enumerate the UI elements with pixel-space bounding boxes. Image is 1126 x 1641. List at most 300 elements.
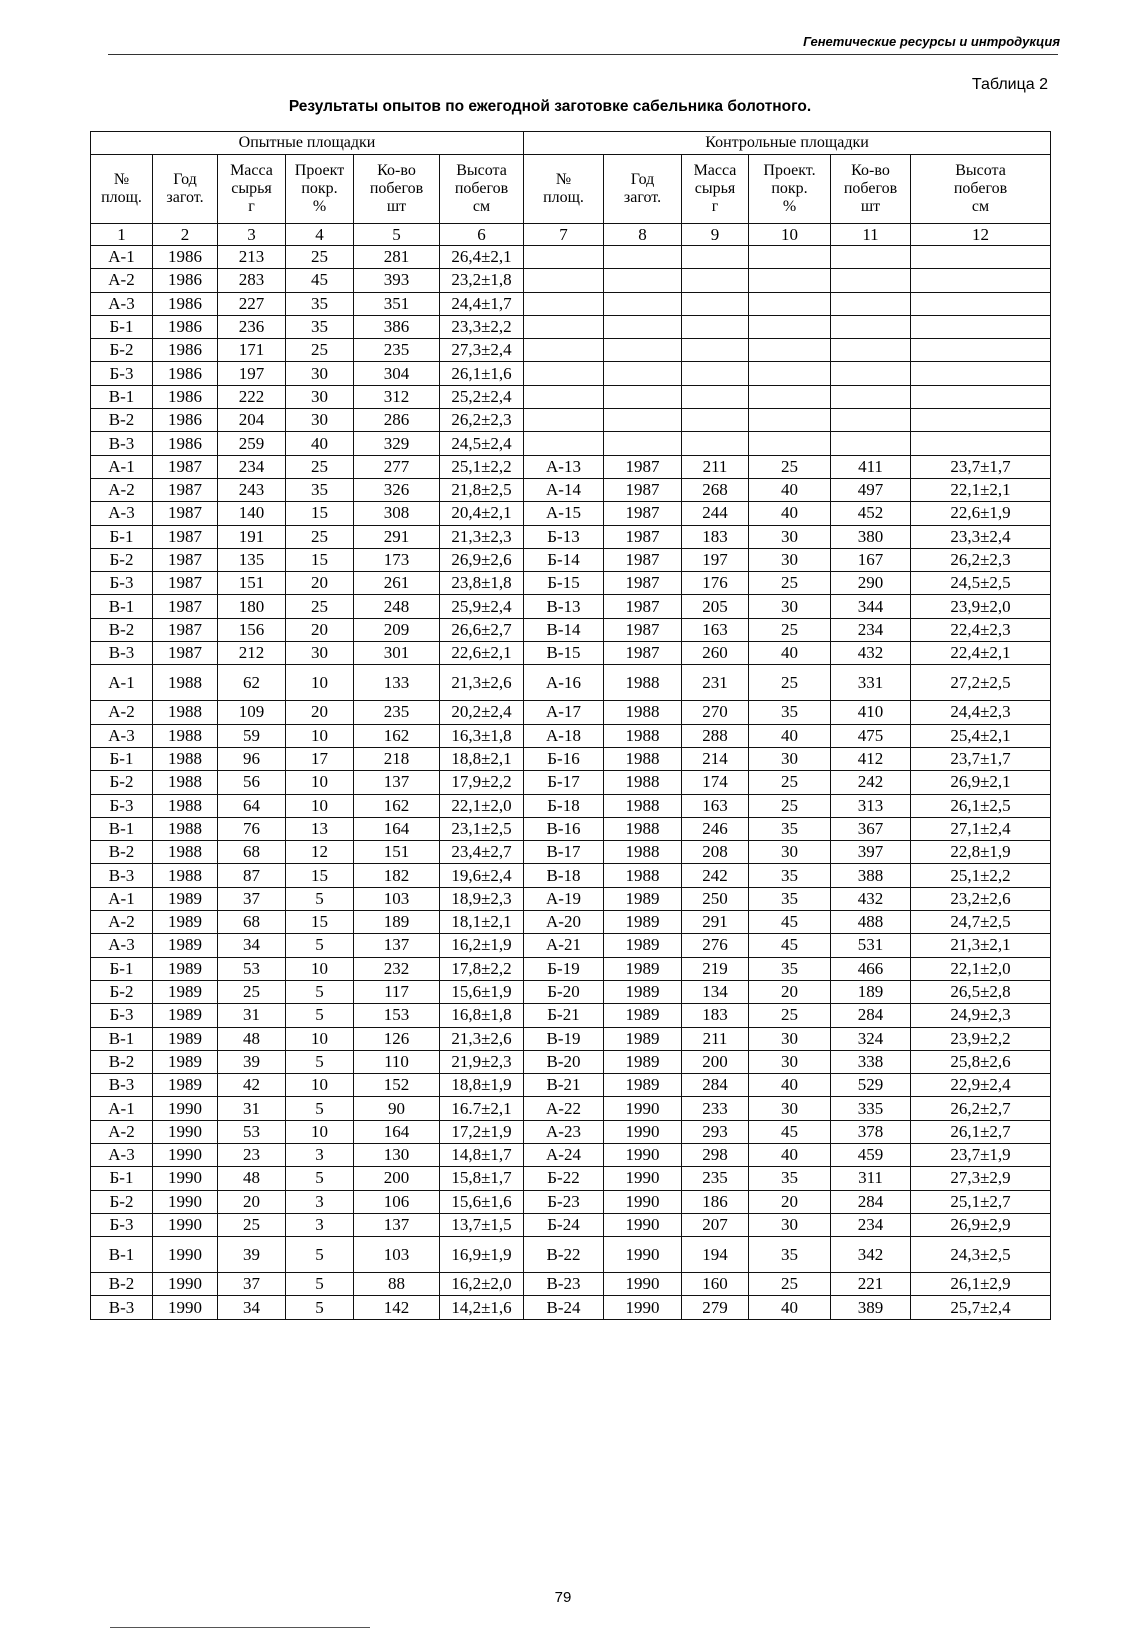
table-cell: 45 [286, 269, 354, 292]
table-cell: 1986 [153, 269, 218, 292]
table-row [91, 1296, 1051, 1319]
table-cell: 1988 [604, 817, 682, 840]
table-cell: 25,2±2,4 [440, 385, 524, 408]
table-cell: 1989 [153, 957, 218, 980]
table-number: Таблица 2 [971, 76, 1048, 93]
table-cell: 261 [354, 572, 440, 595]
table-cell: 164 [354, 1120, 440, 1143]
column-header-line: см [472, 198, 491, 215]
table-cell: 312 [354, 385, 440, 408]
table-cell: Б-2 [91, 339, 153, 362]
table-row [91, 618, 1051, 641]
table-cell: В-15 [524, 642, 604, 665]
table-cell: 1987 [153, 595, 218, 618]
table-cell: 35 [286, 478, 354, 501]
table-cell: 313 [831, 794, 911, 817]
table-cell: 380 [831, 525, 911, 548]
table-cell [682, 315, 749, 338]
table-cell: 35 [749, 887, 831, 910]
table-cell: 338 [831, 1050, 911, 1073]
table-cell: 3 [286, 1143, 354, 1166]
table-cell: 235 [354, 339, 440, 362]
table-cell: В-19 [524, 1027, 604, 1050]
table-cell: 20,2±2,4 [440, 701, 524, 724]
table-cell: 1989 [604, 957, 682, 980]
table-row [91, 339, 1051, 362]
table-cell: А-1 [91, 887, 153, 910]
table-cell: 25,4±2,1 [911, 724, 1051, 747]
table-cell: 324 [831, 1027, 911, 1050]
table-cell: 21,3±2,1 [911, 934, 1051, 957]
table-cell: 243 [218, 478, 286, 501]
table-cell: 25 [749, 455, 831, 478]
table-cell [911, 409, 1051, 432]
table-cell: 1989 [604, 934, 682, 957]
column-number: 10 [749, 224, 831, 246]
table-cell: 335 [831, 1097, 911, 1120]
table-cell: 30 [286, 642, 354, 665]
table-cell: 284 [831, 1004, 911, 1027]
table-cell: 26,1±2,7 [911, 1120, 1051, 1143]
table-cell: А-24 [524, 1143, 604, 1166]
table-cell: 25 [749, 771, 831, 794]
table-cell: 30 [286, 385, 354, 408]
table-cell: 221 [831, 1273, 911, 1296]
table-cell: А-1 [91, 665, 153, 701]
table-cell: 1988 [604, 771, 682, 794]
table-cell: А-22 [524, 1097, 604, 1120]
column-header [749, 155, 831, 224]
table-cell: 1989 [604, 1027, 682, 1050]
table-cell: 25 [749, 572, 831, 595]
table-cell: Б-24 [524, 1213, 604, 1236]
table-cell: А-19 [524, 887, 604, 910]
table-cell: 1989 [604, 887, 682, 910]
table-cell [604, 315, 682, 338]
table-cell: 35 [286, 292, 354, 315]
table-cell: Б-1 [91, 957, 153, 980]
table-cell: 1990 [153, 1167, 218, 1190]
table-cell: 25 [286, 246, 354, 269]
table-cell: 23,2±2,6 [911, 887, 1051, 910]
table-cell: 301 [354, 642, 440, 665]
table-cell: В-1 [91, 817, 153, 840]
table-cell: 35 [749, 1237, 831, 1273]
table-cell: 200 [682, 1050, 749, 1073]
table-cell [604, 362, 682, 385]
table-cell: В-18 [524, 864, 604, 887]
table-row [91, 747, 1051, 770]
table-cell: 26,4±2,1 [440, 246, 524, 269]
table-cell: 411 [831, 455, 911, 478]
table-cell: 22,4±2,1 [911, 642, 1051, 665]
table-cell: Б-23 [524, 1190, 604, 1213]
table-row [91, 794, 1051, 817]
table-cell: 167 [831, 548, 911, 571]
column-number: 7 [524, 224, 604, 246]
table-cell: 1988 [153, 817, 218, 840]
table-cell: 1986 [153, 409, 218, 432]
table-cell: 393 [354, 269, 440, 292]
column-number: 4 [286, 224, 354, 246]
table-cell: 1987 [153, 478, 218, 501]
table-cell: 22,6±1,9 [911, 502, 1051, 525]
table-cell: Б-1 [91, 747, 153, 770]
table-cell: 162 [354, 794, 440, 817]
table-cell: 1988 [153, 701, 218, 724]
table-cell: 1988 [604, 665, 682, 701]
table-cell: 214 [682, 747, 749, 770]
table-cell: 222 [218, 385, 286, 408]
table-cell: 529 [831, 1074, 911, 1097]
table-cell: 208 [682, 841, 749, 864]
table-cell: 235 [354, 701, 440, 724]
table-cell: 10 [286, 957, 354, 980]
table-cell: 209 [354, 618, 440, 641]
column-number: 3 [218, 224, 286, 246]
table-cell: 5 [286, 1167, 354, 1190]
table-cell: 12 [286, 841, 354, 864]
table-cell [911, 362, 1051, 385]
column-header-line: Ко-во [377, 162, 416, 179]
table-cell: 1989 [153, 1004, 218, 1027]
table-cell: 242 [682, 864, 749, 887]
table-cell: 48 [218, 1027, 286, 1050]
column-number: 11 [831, 224, 911, 246]
table-cell: 16,9±1,9 [440, 1237, 524, 1273]
table-cell: Б-13 [524, 525, 604, 548]
table-cell [604, 269, 682, 292]
table-cell: 22,8±1,9 [911, 841, 1051, 864]
column-header [286, 155, 354, 224]
table-cell: 351 [354, 292, 440, 315]
table-cell: 197 [682, 548, 749, 571]
column-header-line: Год [173, 171, 197, 188]
table-cell: 459 [831, 1143, 911, 1166]
table-cell: 53 [218, 957, 286, 980]
table-cell: 16,2±2,0 [440, 1273, 524, 1296]
table-row [91, 315, 1051, 338]
table-cell: 488 [831, 911, 911, 934]
table-cell: 1989 [153, 1027, 218, 1050]
table-cell: 26,1±1,6 [440, 362, 524, 385]
table-cell: 30 [749, 747, 831, 770]
table-cell: 174 [682, 771, 749, 794]
table-cell: В-2 [91, 1273, 153, 1296]
table-cell: 25 [286, 455, 354, 478]
column-number: 12 [911, 224, 1051, 246]
table-cell: 1989 [604, 1074, 682, 1097]
table-row [91, 1050, 1051, 1073]
table-cell [682, 409, 749, 432]
table-cell: 22,6±2,1 [440, 642, 524, 665]
table-cell: Б-15 [524, 572, 604, 595]
table-cell: 1987 [604, 595, 682, 618]
table-row [91, 502, 1051, 525]
table-cell: 30 [749, 595, 831, 618]
table-cell: 268 [682, 478, 749, 501]
table-cell: 250 [682, 887, 749, 910]
table-cell [682, 269, 749, 292]
table-cell: 24,5±2,4 [440, 432, 524, 455]
table-cell: 26,2±2,7 [911, 1097, 1051, 1120]
table-cell: 87 [218, 864, 286, 887]
table-cell: 23,9±2,0 [911, 595, 1051, 618]
column-header-line: № [113, 171, 130, 188]
table-cell: 10 [286, 1027, 354, 1050]
table-row [91, 841, 1051, 864]
table-cell: 163 [682, 618, 749, 641]
table-cell: 5 [286, 1237, 354, 1273]
table-row [91, 1143, 1051, 1166]
table-cell: 1987 [153, 642, 218, 665]
table-cell: Б-20 [524, 980, 604, 1003]
table-cell: 26,1±2,9 [911, 1273, 1051, 1296]
table-cell: Б-14 [524, 548, 604, 571]
table-cell: 26,9±2,1 [911, 771, 1051, 794]
table-row [91, 478, 1051, 501]
table-cell: 25 [286, 339, 354, 362]
column-header [911, 155, 1051, 224]
table-cell [831, 246, 911, 269]
table-cell: 68 [218, 841, 286, 864]
table-cell: Б-17 [524, 771, 604, 794]
table-cell: 242 [831, 771, 911, 794]
table-cell: Б-19 [524, 957, 604, 980]
table-cell [524, 339, 604, 362]
table-cell: Б-2 [91, 1190, 153, 1213]
table-cell: 137 [354, 771, 440, 794]
column-header-line: сырья [231, 180, 272, 197]
column-header-line: покр. [301, 180, 338, 197]
table-cell [749, 292, 831, 315]
running-header: Генетические ресурсы и интродукция [803, 34, 1060, 49]
table-cell: 23,4±2,7 [440, 841, 524, 864]
table-row [91, 525, 1051, 548]
table-cell [604, 385, 682, 408]
table-cell: 1989 [604, 1004, 682, 1027]
table-cell: 30 [286, 362, 354, 385]
table-cell [831, 292, 911, 315]
table-cell: 234 [831, 618, 911, 641]
table-row [91, 385, 1051, 408]
table-cell: 1987 [153, 455, 218, 478]
table-cell: А-3 [91, 1143, 153, 1166]
table-cell: 1990 [604, 1167, 682, 1190]
table-cell [911, 315, 1051, 338]
table-cell: 151 [354, 841, 440, 864]
table-cell: 26,6±2,7 [440, 618, 524, 641]
table-cell: 45 [749, 934, 831, 957]
table-cell: Б-3 [91, 572, 153, 595]
table-cell: А-20 [524, 911, 604, 934]
column-header-line: площ. [101, 189, 142, 206]
table-row [91, 1027, 1051, 1050]
table-cell: 103 [354, 1237, 440, 1273]
table-cell: 59 [218, 724, 286, 747]
table-row [91, 1004, 1051, 1027]
table-cell: 388 [831, 864, 911, 887]
table-cell: 276 [682, 934, 749, 957]
table-row [91, 548, 1051, 571]
table-cell: 24,5±2,5 [911, 572, 1051, 595]
table-cell: 1987 [604, 478, 682, 501]
table-cell: А-2 [91, 269, 153, 292]
table-row [91, 701, 1051, 724]
table-cell: 39 [218, 1237, 286, 1273]
table-cell: 1990 [153, 1296, 218, 1319]
table-cell: В-1 [91, 385, 153, 408]
table-cell: 288 [682, 724, 749, 747]
column-header [831, 155, 911, 224]
table-cell: 134 [682, 980, 749, 1003]
table-cell: 30 [749, 1213, 831, 1236]
column-header [218, 155, 286, 224]
table-row [91, 1097, 1051, 1120]
table-cell: 1990 [153, 1273, 218, 1296]
table-cell: 236 [218, 315, 286, 338]
table-cell: А-18 [524, 724, 604, 747]
table-cell: 531 [831, 934, 911, 957]
table-cell: А-1 [91, 246, 153, 269]
table-cell: 204 [218, 409, 286, 432]
table-cell: 432 [831, 887, 911, 910]
table-cell: 31 [218, 1097, 286, 1120]
table-cell: 194 [682, 1237, 749, 1273]
table-cell: 45 [749, 911, 831, 934]
table-cell: 25 [749, 665, 831, 701]
table-cell [831, 362, 911, 385]
table-cell: 23,2±1,8 [440, 269, 524, 292]
table-cell: 25 [286, 525, 354, 548]
table-cell: 25 [749, 618, 831, 641]
table-cell: 1988 [604, 841, 682, 864]
table-cell: 10 [286, 1074, 354, 1097]
column-header [153, 155, 218, 224]
table-cell: 284 [682, 1074, 749, 1097]
table-cell: 1990 [604, 1296, 682, 1319]
table-cell: 1988 [604, 747, 682, 770]
table-cell: 5 [286, 1273, 354, 1296]
page-number: 79 [554, 1589, 572, 1606]
table-cell: 64 [218, 794, 286, 817]
table-cell: 231 [682, 665, 749, 701]
table-cell: 103 [354, 887, 440, 910]
table-cell: 40 [749, 478, 831, 501]
table-cell: 277 [354, 455, 440, 478]
table-row [91, 1213, 1051, 1236]
table-cell: 1986 [153, 385, 218, 408]
table-cell: 1988 [153, 794, 218, 817]
table-cell: В-2 [91, 841, 153, 864]
table-cell: 40 [749, 724, 831, 747]
table-cell: 16,8±1,8 [440, 1004, 524, 1027]
table-cell [749, 385, 831, 408]
table-cell [749, 315, 831, 338]
table-row [91, 817, 1051, 840]
table-cell: 24,9±2,3 [911, 1004, 1051, 1027]
column-number-row [91, 224, 1051, 246]
table-cell: 1988 [604, 794, 682, 817]
table-cell: 5 [286, 1004, 354, 1027]
table-cell: 15 [286, 911, 354, 934]
table-cell: В-1 [91, 1237, 153, 1273]
table-cell: 25 [218, 980, 286, 1003]
table-cell: 200 [354, 1167, 440, 1190]
table-cell: Б-3 [91, 1213, 153, 1236]
table-cell: 13 [286, 817, 354, 840]
table-cell [604, 339, 682, 362]
table-cell: 30 [286, 409, 354, 432]
table-cell: 23,3±2,2 [440, 315, 524, 338]
table-cell: 35 [286, 315, 354, 338]
table-cell: 15,6±1,6 [440, 1190, 524, 1213]
table-cell: 153 [354, 1004, 440, 1027]
table-cell: 135 [218, 548, 286, 571]
table-cell: 304 [354, 362, 440, 385]
column-number: 9 [682, 224, 749, 246]
table-cell: 1986 [153, 432, 218, 455]
table-cell: Б-2 [91, 548, 153, 571]
table-row [91, 1120, 1051, 1143]
table-cell [604, 246, 682, 269]
column-header-line: № [555, 171, 572, 188]
table-cell: 20 [286, 618, 354, 641]
table-cell: 142 [354, 1296, 440, 1319]
table-cell: 293 [682, 1120, 749, 1143]
table-cell [524, 432, 604, 455]
table-cell: 110 [354, 1050, 440, 1073]
table-row [91, 432, 1051, 455]
table-cell: 10 [286, 771, 354, 794]
table-cell: 27,2±2,5 [911, 665, 1051, 701]
table-cell [682, 432, 749, 455]
table-cell: 109 [218, 701, 286, 724]
table-cell: А-3 [91, 502, 153, 525]
table-cell: 88 [354, 1273, 440, 1296]
table-cell: 17,9±2,2 [440, 771, 524, 794]
table-cell: 162 [354, 724, 440, 747]
column-header-row [91, 155, 1051, 224]
header-rule [108, 54, 1058, 55]
column-header-line: шт [860, 198, 881, 215]
table-cell: 10 [286, 665, 354, 701]
table-cell: А-16 [524, 665, 604, 701]
table-cell: 452 [831, 502, 911, 525]
table-cell [911, 246, 1051, 269]
table-cell: 5 [286, 980, 354, 1003]
table-cell: 279 [682, 1296, 749, 1319]
table-cell: В-17 [524, 841, 604, 864]
table-cell: 1986 [153, 315, 218, 338]
table-cell: 45 [749, 1120, 831, 1143]
table-cell: 24,4±1,7 [440, 292, 524, 315]
table-row [91, 246, 1051, 269]
table-cell: 30 [749, 1097, 831, 1120]
table-cell: 26,5±2,8 [911, 980, 1051, 1003]
table-cell: 1988 [604, 701, 682, 724]
table-cell: В-14 [524, 618, 604, 641]
table-cell: 15,8±1,7 [440, 1167, 524, 1190]
column-number: 5 [354, 224, 440, 246]
column-header-line: г [248, 198, 255, 215]
table-cell: 37 [218, 887, 286, 910]
table-cell: А-3 [91, 292, 153, 315]
column-header [440, 155, 524, 224]
table-cell: 25 [749, 794, 831, 817]
column-header-line: покр. [771, 180, 808, 197]
table-cell: 1989 [604, 980, 682, 1003]
